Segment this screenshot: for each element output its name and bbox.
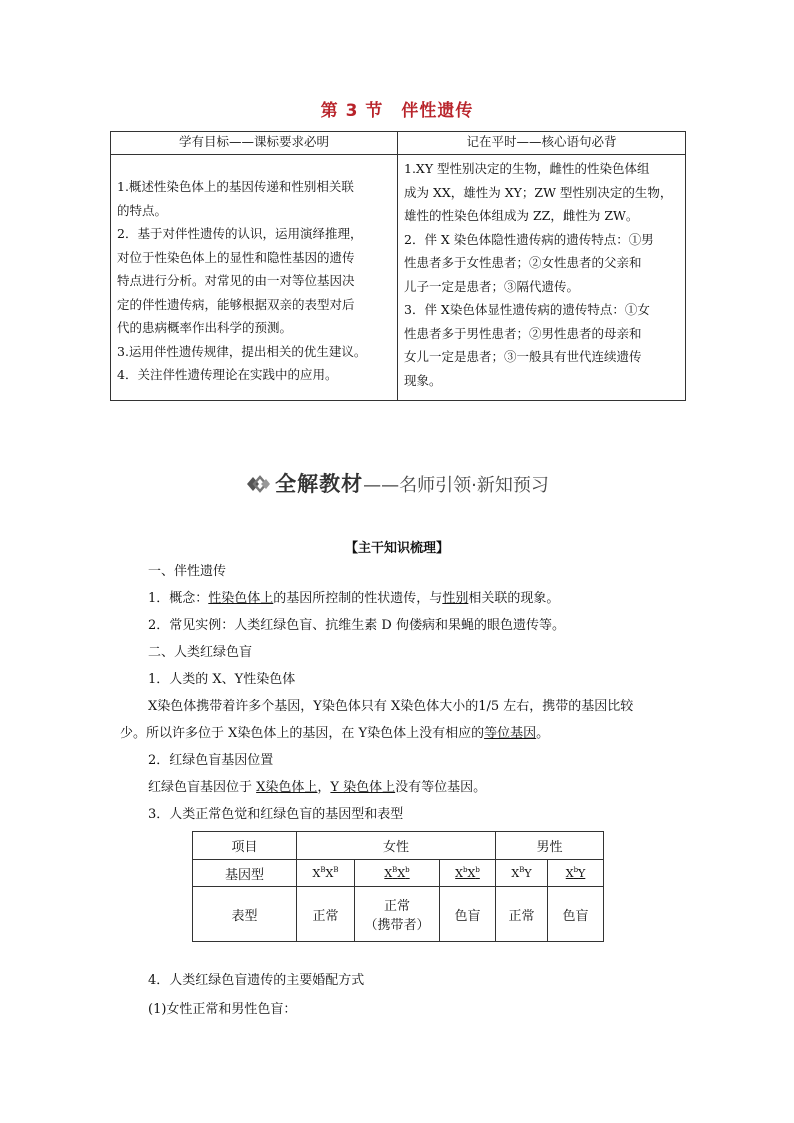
key-points-header: 记在平时——核心语句必背 — [398, 132, 686, 155]
header-female: 女性 — [297, 832, 496, 860]
phenotype-normal: 正常 — [496, 887, 548, 942]
concept-paragraph: 1．概念：性染色体上的基因所控制的性状遗传，与性别相关联的现象。 — [148, 591, 560, 606]
genotype-XBY: $X^BY$ — [496, 860, 548, 887]
subsection-title: 4．人类红绿色盲遗传的主要婚配方式 — [148, 973, 365, 988]
key-point-line: 成为 XX，雄性为 XY；ZW 型性别决定的生物， — [404, 184, 673, 200]
subsection-title: 3．人类正常色觉和红绿色盲的基因型和表型 — [148, 807, 404, 822]
genotype-XbY: $X^bY$ — [548, 860, 604, 887]
row-label-phenotype: 表型 — [193, 887, 297, 942]
goals-line: 3.运用伴性遗传规律，提出相关的优生建议。 — [117, 343, 367, 359]
page-title — [0, 96, 794, 121]
gene-location-paragraph: 红绿色盲基因位于 X染色体上，Y 染色体上没有等位基因。 — [148, 780, 487, 795]
key-point-line: 3．伴 X染色体显性遗传病的遗传特点：①女 — [404, 302, 650, 317]
key-point-line: 2．伴 X 染色体隐性遗传病的遗传特点：①男 — [404, 231, 654, 247]
key-points-cell — [398, 155, 686, 401]
subsection-title: 1．人类的 X、Y性染色体 — [148, 672, 296, 687]
goals-line: 特点进行分析。对常见的由一对等位基因决 — [117, 273, 355, 288]
goals-line: 4．关注伴性遗传理论在实践中的应用。 — [117, 367, 338, 382]
underlined-term: Y 染色体上 — [330, 780, 396, 795]
underlined-term: 性染色体上 — [208, 591, 274, 606]
goals-line: 定的伴性遗传病，能够根据双亲的表型对后 — [117, 296, 355, 312]
header-male: 男性 — [496, 832, 604, 860]
goals-line: 代的患病概率作出科学的预测。 — [117, 320, 293, 335]
phenotype-carrier: 正常 （携带者） — [355, 887, 440, 942]
header-item: 项目 — [193, 832, 297, 860]
examples-paragraph: 2．常见实例：人类红绿色盲、抗维生素 D 佝偻病和果蝇的眼色遗传等。 — [148, 618, 565, 633]
underlined-term: X染色体上 — [256, 780, 318, 795]
genotype-XbXb: $X^bX^b$ — [440, 860, 496, 887]
key-point-line: 性患者多于男性患者；②男性患者的母亲和 — [404, 325, 642, 341]
section-banner — [0, 468, 794, 498]
key-point-line: 女儿一定是患者；③一般具有世代连续遗传 — [404, 349, 642, 364]
section-title: 伴性遗传 — [401, 101, 474, 121]
knowledge-body — [120, 558, 680, 828]
banner-main-text: 全解教材 — [275, 472, 364, 496]
goals-line: 对位于性染色体上的显性和隐性基因的遗传 — [117, 249, 355, 265]
learning-goals-table — [110, 131, 686, 401]
section-2-title: 二、人类红绿色盲 — [148, 645, 253, 660]
xy-paragraph-cont: 少。所以许多位于 X染色体上的基因，在 Y染色体上没有相应的等位基因。 — [120, 726, 550, 741]
banner-sub-text: ——名师引领·新知预习 — [363, 475, 549, 496]
goals-line: 1.概述性染色体上的基因传递和性别相关联 — [117, 179, 354, 194]
section-1-title: 一、伴性遗传 — [148, 564, 227, 579]
section-number: 第 3 节 — [320, 101, 384, 121]
subsection-title: 2．红绿色盲基因位置 — [148, 753, 274, 768]
case-1-title: (1)女性正常和男性色盲： — [148, 1002, 297, 1017]
underlined-term: 性别 — [442, 591, 469, 606]
goals-line: 2．基于对伴性遗传的认识，运用演绎推理， — [117, 226, 363, 241]
row-label-genotype: 基因型 — [193, 860, 297, 887]
phenotype-blind: 色盲 — [548, 887, 604, 942]
genotype-XBXb: $X^BX^b$ — [355, 860, 440, 887]
underlined-term: 等位基因 — [484, 726, 537, 741]
goals-line: 的特点。 — [117, 202, 168, 218]
marriage-patterns — [120, 966, 680, 1024]
xy-paragraph: X染色体携带着许多个基因，Y染色体只有 X染色体大小的1/5 左右，携带的基因比较 — [148, 699, 634, 714]
knowledge-heading: 【主干知识梳理】 — [344, 541, 449, 556]
banner-logo-icon — [245, 474, 271, 494]
key-point-line: 性患者多于女性患者；②女性患者的父亲和 — [404, 255, 642, 270]
genotype-phenotype-table — [192, 831, 604, 942]
key-point-line: 现象。 — [404, 372, 442, 388]
phenotype-blind: 色盲 — [440, 887, 496, 942]
goals-cell — [111, 155, 398, 401]
key-point-line: 儿子一定是患者；③隔代遗传。 — [404, 278, 580, 294]
key-point-line: 雄性的性染色体组成为 ZZ，雌性为 ZW。 — [404, 208, 639, 223]
genotype-XBXB: $X^BX^B$ — [297, 860, 355, 887]
goals-header: 学有目标——课标要求必明 — [111, 132, 398, 155]
phenotype-normal: 正常 — [297, 887, 355, 942]
key-point-line: 1.XY 型性别决定的生物，雌性的性染色体组 — [404, 161, 650, 176]
